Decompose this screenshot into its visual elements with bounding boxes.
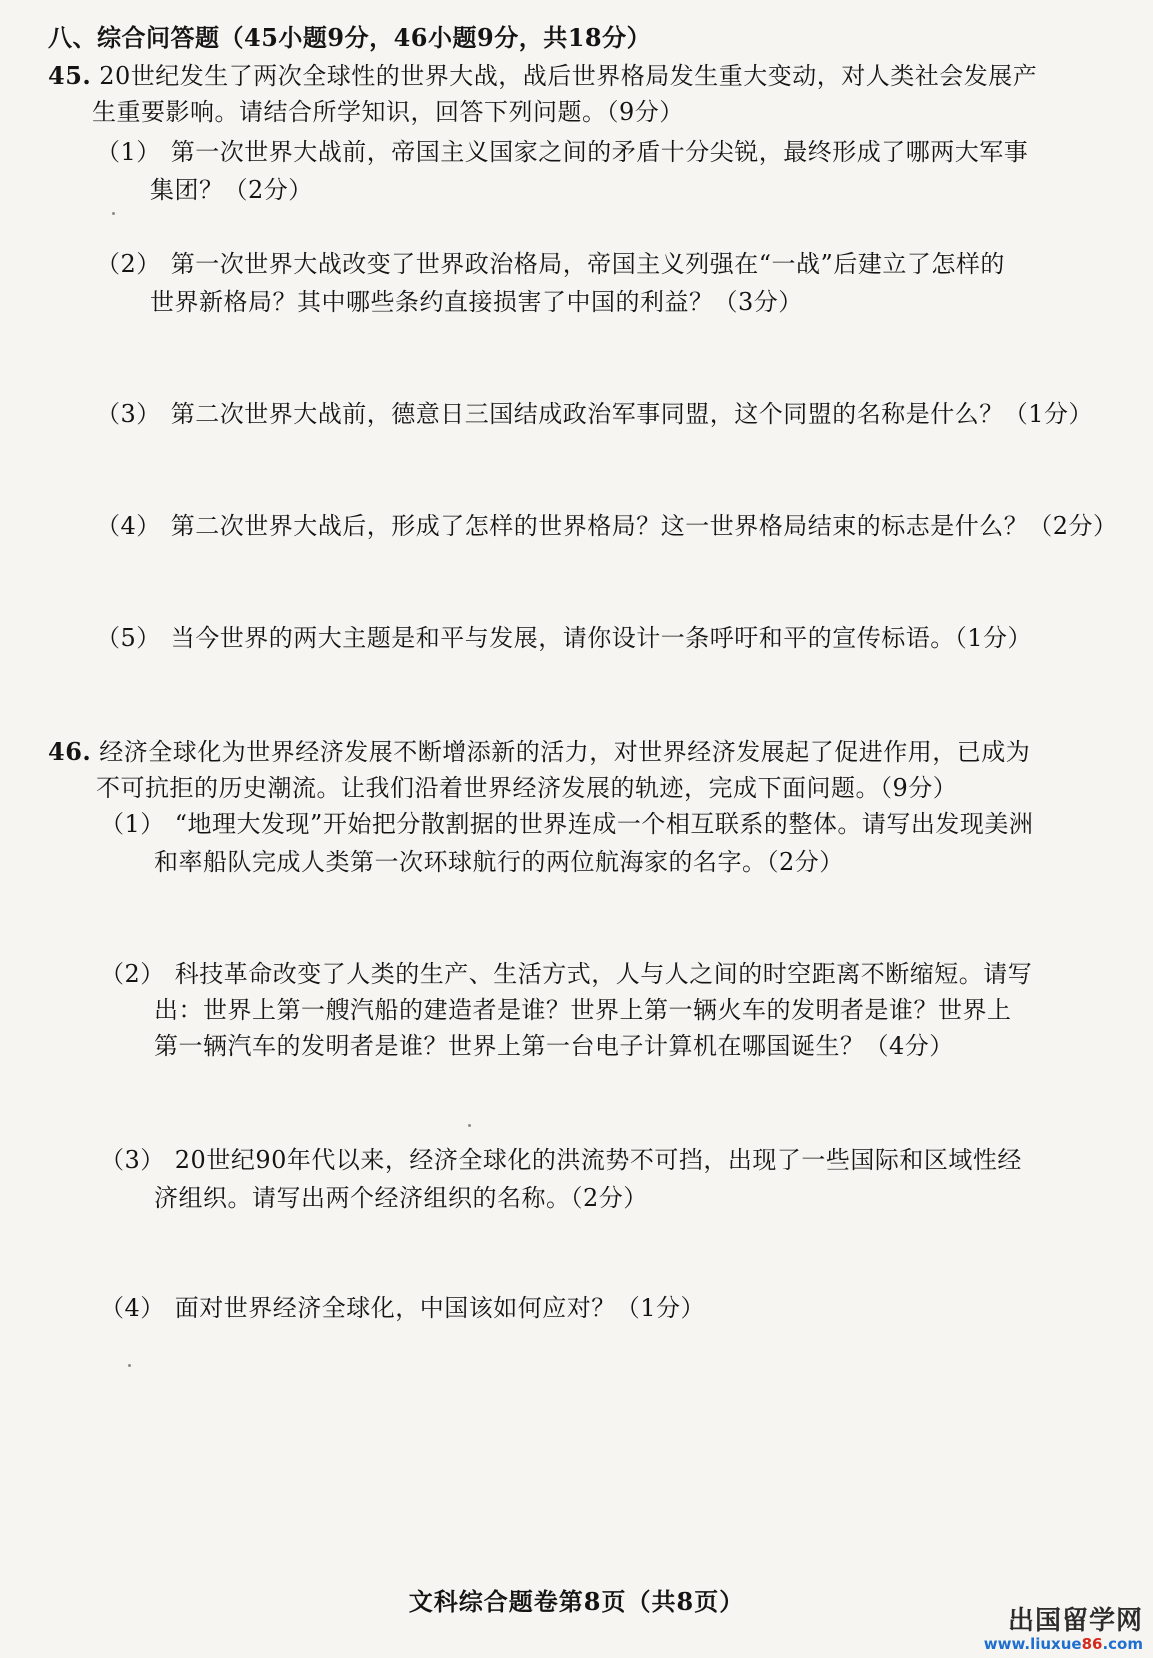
q46-part2-text1: 科技革命改变了人类的生产、生活方式，人与人之间的时空距离不断缩短。请写	[174, 960, 1033, 988]
scan-speck	[112, 212, 115, 215]
page-footer: 文科综合题卷第8页（共8页）	[408, 1587, 745, 1616]
q45-part2-text1: 第一次世界大战改变了世界政治格局，帝国主义列强在“一战”后建立了怎样的	[170, 250, 1005, 278]
q46-stem-line2: 不可抗拒的历史潮流。让我们沿着世界经济发展的轨迹，完成下面问题。（9分）	[96, 774, 958, 802]
q46-part1-text1: “地理大发现”开始把分散割据的世界连成一个相互联系的整体。请写出发现美洲	[174, 810, 1034, 838]
q45-part1-line1	[96, 136, 1028, 168]
q45-part4-marker: （4）	[96, 512, 161, 540]
q46-part1-marker: （1）	[100, 810, 165, 838]
q45-part1-line2: 集团？（2分）	[150, 176, 313, 204]
q46-part2-line3: 第一辆汽车的发明者是谁？世界上第一台电子计算机在哪国诞生？（4分）	[154, 1032, 954, 1060]
q46-part3-line1	[100, 1144, 1022, 1176]
q45-part5-line1	[96, 622, 1032, 654]
q46-stem-text1: 经济全球化为世界经济发展不断增添新的活力，对世界经济发展起了促进作用，已成为	[99, 738, 1031, 766]
scan-speck	[128, 1364, 131, 1367]
watermark-url	[984, 1636, 1143, 1653]
q46-part4-text1: 面对世界经济全球化，中国该如何应对？（1分）	[174, 1294, 706, 1322]
watermark-url-accent: 86	[1081, 1634, 1103, 1653]
q45-part1-text1: 第一次世界大战前，帝国主义国家之间的矛盾十分尖锐，最终形成了哪两大军事	[170, 138, 1029, 166]
q45-part2-marker: （2）	[96, 250, 161, 278]
q46-part2-marker: （2）	[100, 960, 165, 988]
scan-speck	[468, 1124, 471, 1127]
section-title: 八、综合问答题（45小题9分，46小题9分，共18分）	[48, 23, 652, 52]
q45-part1-marker: （1）	[96, 138, 161, 166]
q45-part3-text1: 第二次世界大战前，德意日三国结成政治军事同盟，这个同盟的名称是什么？（1分）	[170, 400, 1094, 428]
q46-stem-line1	[48, 736, 1030, 768]
watermark-name: 出国留学网	[1007, 1605, 1143, 1636]
site-watermark	[984, 1607, 1143, 1652]
q45-part3-marker: （3）	[96, 400, 161, 428]
q46-part4-line1	[100, 1292, 705, 1324]
q46-part2-line2: 出：世界上第一艘汽船的建造者是谁？世界上第一辆火车的发明者是谁？世界上	[154, 996, 1012, 1024]
q46-part1-line2: 和率船队完成人类第一次环球航行的两位航海家的名字。（2分）	[154, 848, 844, 876]
q45-part5-marker: （5）	[96, 624, 161, 652]
q45-number: 45.	[48, 61, 92, 90]
q45-stem-text1: 20世纪发生了两次全球性的世界大战，战后世界格局发生重大变动，对人类社会发展产	[99, 62, 1038, 90]
q45-part2-line2: 世界新格局？其中哪些条约直接损害了中国的利益？（3分）	[150, 288, 803, 316]
q45-part4-text1: 第二次世界大战后，形成了怎样的世界格局？这一世界格局结束的标志是什么？（2分）	[170, 512, 1118, 540]
q45-stem-line1	[48, 60, 1037, 92]
q45-part3-line1	[96, 398, 1093, 430]
q46-part4-marker: （4）	[100, 1294, 165, 1322]
q45-part2-line1	[96, 248, 1005, 280]
q45-part5-text1: 当今世界的两大主题是和平与发展，请你设计一条呼吁和平的宣传标语。（1分）	[170, 624, 1033, 652]
q46-part3-marker: （3）	[100, 1146, 165, 1174]
q46-part3-text1: 20世纪90年代以来，经济全球化的洪流势不可挡，出现了一些国际和区域性经	[174, 1146, 1022, 1174]
q45-stem-line2: 生重要影响。请结合所学知识，回答下列问题。（9分）	[92, 98, 684, 126]
q46-part3-line2: 济组织。请写出两个经济组织的名称。（2分）	[154, 1184, 648, 1212]
watermark-url-prefix: www.liuxue	[983, 1634, 1082, 1653]
q46-part2-line1	[100, 958, 1032, 990]
watermark-url-suffix: .com	[1102, 1634, 1143, 1653]
q46-part1-line1	[100, 808, 1033, 840]
q45-part4-line1	[96, 510, 1118, 542]
q46-number: 46.	[48, 737, 92, 766]
